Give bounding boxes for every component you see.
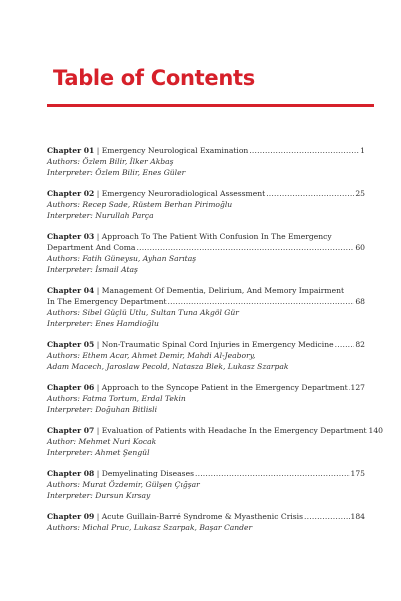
toc-entry-heading[interactable] bbox=[47, 425, 384, 436]
dot-leader bbox=[136, 242, 354, 253]
chapter-authors: Authors: Fatma Tortum, Erdal Tekin bbox=[47, 394, 186, 403]
chapter-authors: Authors: Özlem Bilir, İlker Akbaş bbox=[47, 157, 174, 166]
chapter-title: Emergency Neuroradiological Assessment bbox=[101, 189, 266, 198]
chapter-authors: Author: Mehmet Nuri Kocak bbox=[47, 437, 157, 446]
page-number: 68 bbox=[355, 297, 365, 306]
toc-entry-heading[interactable] bbox=[47, 511, 365, 522]
chapter-number: Chapter 06 bbox=[47, 383, 95, 392]
page-number: 184 bbox=[350, 512, 365, 521]
page-number: 175 bbox=[350, 469, 365, 478]
dot-leader bbox=[266, 188, 354, 199]
dot-leader bbox=[249, 145, 359, 156]
chapter-interpreter: Interpreter: Ahmet Şengül bbox=[47, 448, 150, 457]
chapter-number: Chapter 03 bbox=[47, 232, 95, 241]
chapter-interpreter: Interpreter: Nurullah Parça bbox=[47, 211, 154, 220]
separator: | bbox=[94, 146, 102, 155]
chapter-interpreter: Interpreter: Doğuhan Bitlisli bbox=[47, 405, 158, 414]
separator: | bbox=[94, 286, 102, 295]
chapter-title: Demyelinating Diseases bbox=[101, 469, 194, 478]
chapter-number: Chapter 07 bbox=[47, 426, 95, 435]
chapter-interpreter: Interpreter: Özlem Bilir, Enes Güler bbox=[47, 168, 186, 177]
chapter-title: Approach to the Syncope Patient in the Emergency Department bbox=[101, 383, 348, 392]
page-number: 127 bbox=[350, 383, 365, 392]
toc-entry bbox=[47, 145, 365, 178]
chapter-title: Acute Guillain-Barré Syndrome & Myasthenic Crisis bbox=[101, 512, 303, 521]
toc-entry bbox=[47, 425, 384, 458]
separator: | bbox=[94, 189, 102, 198]
chapter-authors: Authors: Fatih Güneysu, Ayhan Sarıtaş bbox=[47, 254, 197, 263]
toc-entry-heading[interactable] bbox=[47, 188, 365, 199]
page-number: 25 bbox=[355, 189, 365, 198]
chapter-title-cont: Department And Coma bbox=[47, 243, 136, 252]
dot-leader bbox=[304, 511, 350, 522]
toc-entry-heading[interactable] bbox=[47, 145, 365, 156]
table-of-contents bbox=[47, 145, 384, 543]
chapter-number: Chapter 05 bbox=[47, 340, 95, 349]
page-number: 1 bbox=[360, 146, 365, 155]
toc-entry-heading[interactable] bbox=[47, 231, 365, 242]
separator: | bbox=[94, 426, 102, 435]
chapter-interpreter: Interpreter: Enes Hamdioğlu bbox=[47, 319, 159, 328]
dot-leader bbox=[335, 339, 355, 350]
chapter-authors-cont: Adam Macech, Jaroslaw Pecold, Natasza Blek, Lukasz Szarpak bbox=[47, 362, 289, 371]
separator: | bbox=[94, 340, 102, 349]
chapter-title: Management Of Dementia, Delirium, And Memory Impairment bbox=[101, 286, 345, 295]
chapter-interpreter: Interpreter: Dursun Kırsay bbox=[47, 491, 151, 500]
chapter-title: Evaluation of Patients with Headache In the Emergency Department bbox=[101, 426, 367, 435]
chapter-number: Chapter 04 bbox=[47, 286, 95, 295]
dot-leader bbox=[349, 382, 350, 393]
page-number: 82 bbox=[355, 340, 365, 349]
toc-entry-heading[interactable] bbox=[47, 285, 365, 296]
chapter-number: Chapter 02 bbox=[47, 189, 95, 198]
dot-leader bbox=[168, 296, 355, 307]
toc-entry bbox=[47, 339, 365, 372]
toc-entry bbox=[47, 468, 365, 501]
chapter-authors: Authors: Recep Sade, Rüstem Berhan Pirimoğlu bbox=[47, 200, 233, 209]
chapter-title-cont: In The Emergency Department bbox=[47, 297, 167, 306]
toc-entry-heading-cont[interactable] bbox=[47, 242, 365, 253]
page-title: Table of Contents bbox=[53, 66, 255, 90]
toc-entry bbox=[47, 382, 365, 415]
toc-entry bbox=[47, 511, 365, 533]
toc-entry bbox=[47, 188, 365, 221]
chapter-interpreter: Interpreter: İsmail Ataş bbox=[47, 265, 138, 274]
chapter-authors: Authors: Ethem Acar, Ahmet Demir, Mahdi Al-Jeabory, bbox=[47, 351, 256, 360]
toc-entry-heading[interactable] bbox=[47, 339, 365, 350]
chapter-number: Chapter 09 bbox=[47, 512, 95, 521]
separator: | bbox=[94, 232, 102, 241]
separator: | bbox=[94, 469, 102, 478]
toc-entry-heading[interactable] bbox=[47, 382, 365, 393]
toc-entry-heading-cont[interactable] bbox=[47, 296, 365, 307]
separator: | bbox=[94, 512, 102, 521]
toc-entry-heading[interactable] bbox=[47, 468, 365, 479]
chapter-number: Chapter 01 bbox=[47, 146, 95, 155]
toc-entry bbox=[47, 285, 365, 329]
chapter-number: Chapter 08 bbox=[47, 469, 95, 478]
chapter-authors: Authors: Murat Özdemir, Gülşen Çığşar bbox=[47, 480, 200, 489]
chapter-title: Emergency Neurological Examination bbox=[101, 146, 249, 155]
chapter-title: Approach To The Patient With Confusion In The Emergency bbox=[101, 232, 332, 241]
page-number: 140 bbox=[368, 426, 384, 435]
chapter-authors: Authors: Michal Pruc, Lukasz Szarpak, Başar Cander bbox=[47, 523, 253, 532]
toc-entry bbox=[47, 231, 365, 275]
dot-leader bbox=[195, 468, 350, 479]
separator: | bbox=[94, 383, 102, 392]
page-number: 60 bbox=[355, 243, 365, 252]
chapter-title: Non-Traumatic Spinal Cord Injuries in Emergency Medicine bbox=[101, 340, 334, 349]
chapter-authors: Authors: Sibel Güçlü Utlu, Sultan Tuna Akgöl Gür bbox=[47, 308, 239, 317]
title-underline bbox=[47, 104, 374, 107]
